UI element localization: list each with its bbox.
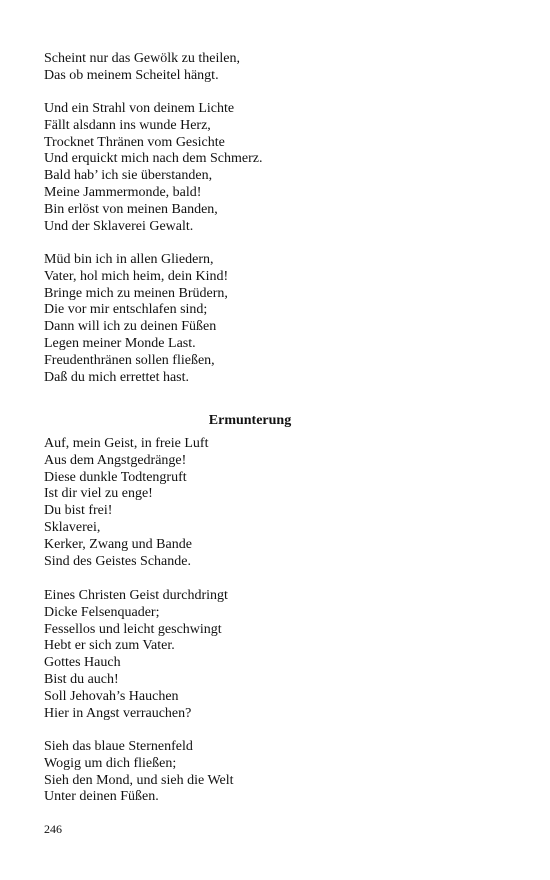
verse-line: Sklaverei, (44, 519, 101, 535)
verse-line: Meine Jammermonde, bald! (44, 184, 202, 200)
verse-line: Auf, mein Geist, in freie Luft (44, 436, 209, 451)
verse-line: Eines Christen Geist durchdringt (44, 588, 228, 603)
verse-line: Hier in Angst verrauchen? (44, 705, 192, 721)
verse-line: Hebt er sich zum Vater. (44, 638, 175, 654)
verse-line: Wogig um dich fließen; (44, 755, 177, 771)
page-number: 246 (44, 822, 62, 836)
stanza-3 (44, 252, 514, 386)
verse-line: Sieh das blaue Sternenfeld (44, 739, 193, 754)
verse-line: Scheint nur das Gewölk zu theilen, (44, 51, 240, 66)
verse-line: Bald hab’ ich sie überstanden, (44, 168, 213, 184)
verse-line: Aus dem Angstgedränge! (44, 452, 187, 468)
verse-line: Gottes Hauch (44, 655, 121, 671)
verse-line: Sind des Geistes Schande. (44, 553, 191, 569)
verse-line: Du bist frei! (44, 503, 113, 519)
stanza-2 (44, 101, 514, 235)
verse-line: Fessellos und leicht geschwingt (44, 621, 222, 637)
verse-line: Vater, hol mich heim, dein Kind! (44, 268, 229, 284)
verse-line: Ist dir viel zu enge! (44, 486, 153, 502)
verse-line: Das ob meinem Scheitel hängt. (44, 67, 219, 83)
stanza-5 (44, 588, 514, 722)
verse-line: Diese dunkle Todtengruft (44, 469, 187, 485)
verse-line: Daß du mich errettet hast. (44, 369, 190, 385)
verse-line: Und ein Strahl von deinem Lichte (44, 101, 235, 116)
verse-line: Und erquickt mich nach dem Schmerz. (44, 151, 263, 167)
verse-line: Die vor mir entschlafen sind; (44, 302, 208, 318)
verse-line: Bist du auch! (44, 671, 119, 687)
verse-line: Kerker, Zwang und Bande (44, 536, 192, 552)
verse-line: Freudenthränen sollen fließen, (44, 352, 215, 368)
verse-line: Dicke Felsenquader; (44, 604, 160, 620)
stanza-6 (44, 739, 514, 806)
verse-line: Müd bin ich in allen Gliedern, (44, 252, 214, 267)
verse-line: Dann will ich zu deinen Füßen (44, 319, 217, 335)
verse-line: Bin erlöst von meinen Banden, (44, 201, 218, 217)
verse-line: Und der Sklaverei Gewalt. (44, 218, 194, 234)
poem-title: Ermunterung (208, 413, 292, 428)
verse-line: Sieh den Mond, und sieh die Welt (44, 772, 234, 788)
stanza-4 (44, 436, 514, 570)
verse-line: Unter deinen Füßen. (44, 789, 159, 805)
verse-line: Legen meiner Monde Last. (44, 335, 196, 351)
verse-line: Fällt alsdann ins wunde Herz, (44, 117, 211, 133)
verse-line: Soll Jehovah’s Hauchen (44, 688, 179, 704)
verse-line: Bringe mich zu meinen Brüdern, (44, 285, 228, 301)
stanza-1 (44, 51, 514, 85)
verse-line: Trocknet Thränen vom Gesichte (44, 134, 225, 150)
